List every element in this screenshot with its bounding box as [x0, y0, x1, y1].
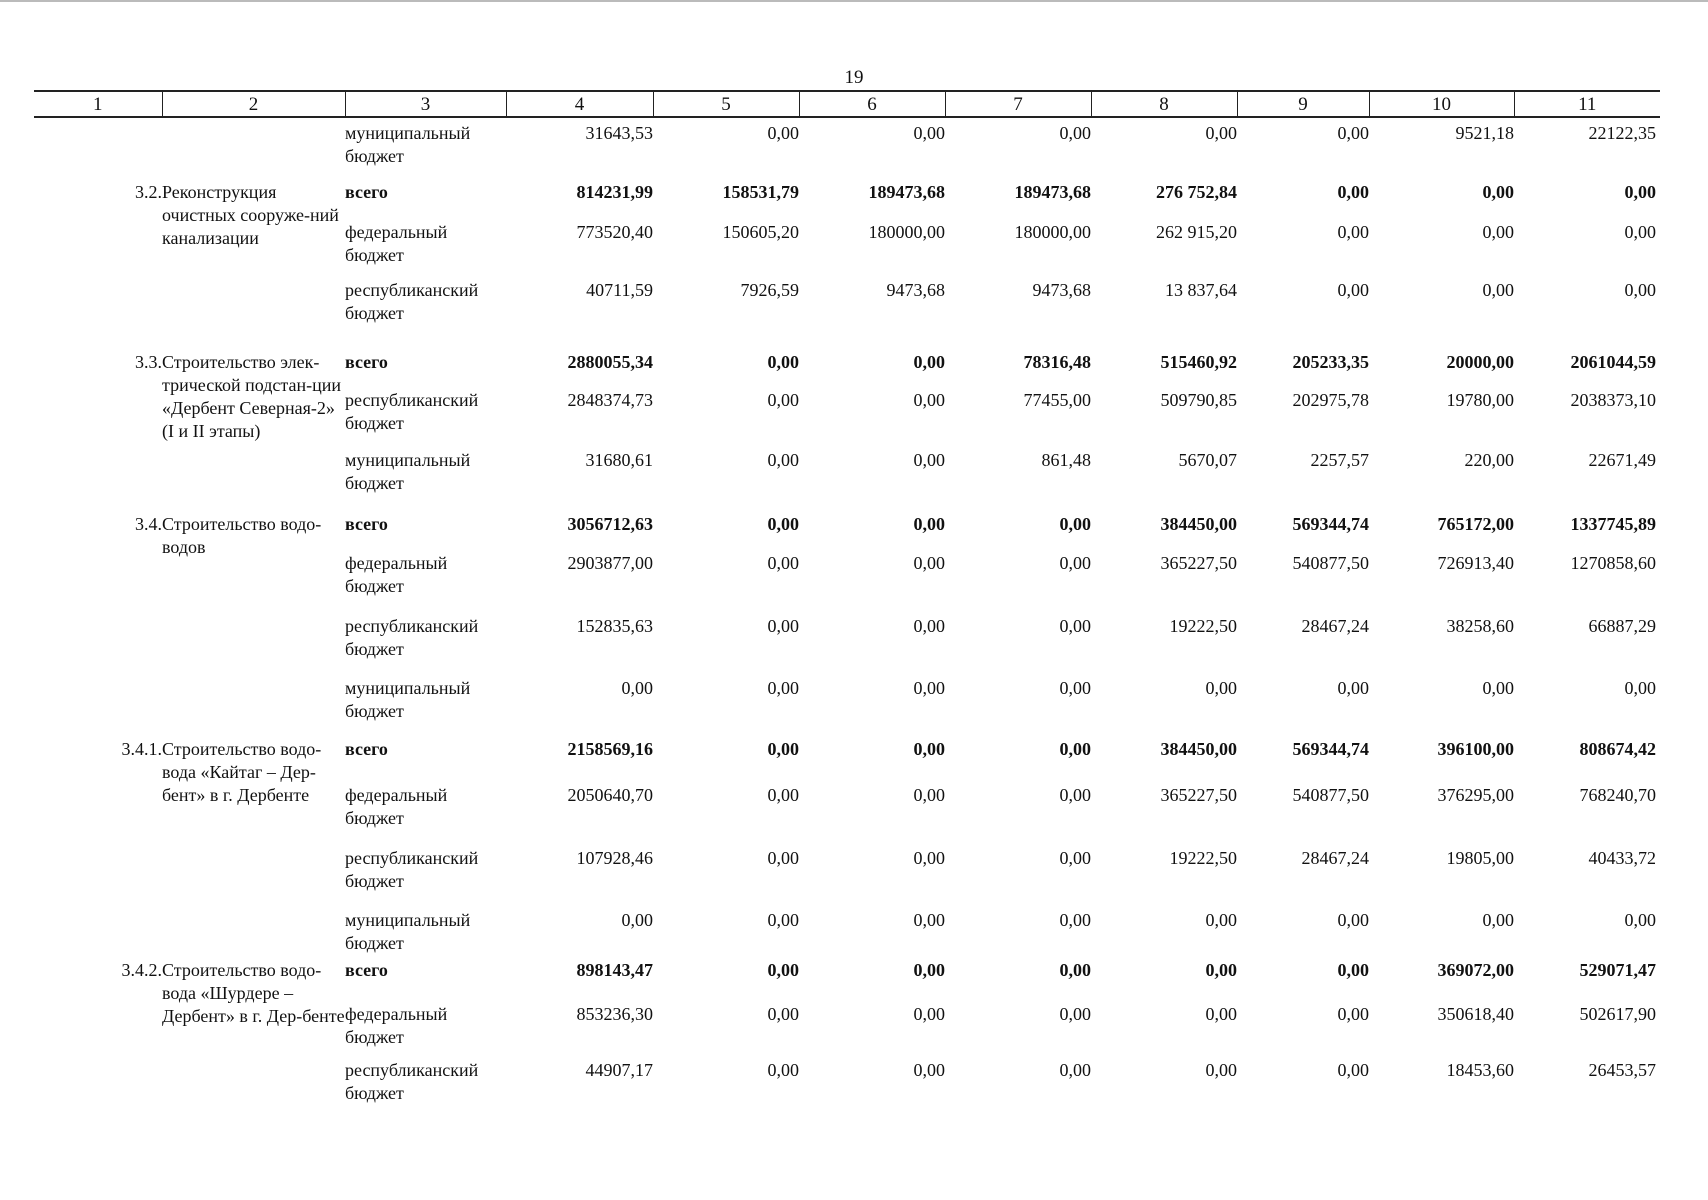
- amount-cell: 1270858,60: [1570, 553, 1656, 573]
- funding-source: республиканский бюджет: [345, 280, 479, 323]
- amount-cell: 0,00: [1337, 123, 1369, 143]
- item-number: 3.4.1.: [121, 739, 162, 759]
- amount-cell: 384450,00: [1160, 739, 1237, 759]
- amount-cell: 0,00: [1059, 1004, 1091, 1024]
- column-number: 5: [653, 91, 799, 117]
- funding-source: всего: [345, 960, 388, 980]
- amount-cell: 814231,99: [576, 182, 653, 202]
- amount-cell: 28467,24: [1301, 848, 1369, 868]
- column-number: 4: [506, 91, 653, 117]
- table-row: [34, 177, 1660, 217]
- amount-cell: 898143,47: [576, 960, 653, 980]
- funding-source: федеральный бюджет: [345, 1004, 448, 1047]
- amount-cell: 22122,35: [1588, 123, 1656, 143]
- amount-cell: 31680,61: [585, 450, 653, 470]
- amount-cell: 2257,57: [1310, 450, 1369, 470]
- amount-cell: 28467,24: [1301, 616, 1369, 636]
- column-number: 7: [945, 91, 1091, 117]
- amount-cell: 40711,59: [586, 280, 653, 300]
- amount-cell: 0,00: [1337, 182, 1369, 202]
- amount-cell: 0,00: [767, 678, 799, 698]
- amount-cell: 0,00: [1205, 123, 1237, 143]
- amount-cell: 9473,68: [1032, 280, 1091, 300]
- funding-source: республиканский бюджет: [345, 848, 479, 891]
- funding-source: муниципальный бюджет: [345, 910, 471, 953]
- amount-cell: 0,00: [1337, 678, 1369, 698]
- amount-cell: 0,00: [1482, 222, 1514, 242]
- amount-cell: 0,00: [767, 123, 799, 143]
- amount-cell: 0,00: [1482, 910, 1514, 930]
- amount-cell: 569344,74: [1292, 514, 1369, 534]
- table-row: [34, 955, 1660, 999]
- amount-cell: 0,00: [1059, 123, 1091, 143]
- table-row: [34, 347, 1660, 385]
- column-number: 8: [1091, 91, 1237, 117]
- amount-cell: 515460,92: [1160, 352, 1237, 372]
- amount-cell: 1337745,89: [1570, 514, 1656, 534]
- amount-cell: 0,00: [767, 450, 799, 470]
- amount-cell: 158531,79: [722, 182, 799, 202]
- table-row: [34, 509, 1660, 548]
- amount-cell: 0,00: [1624, 182, 1656, 202]
- amount-cell: 0,00: [767, 848, 799, 868]
- amount-cell: 0,00: [1337, 280, 1369, 300]
- amount-cell: 0,00: [1205, 910, 1237, 930]
- amount-cell: 0,00: [767, 352, 799, 372]
- funding-source: федеральный бюджет: [345, 553, 448, 596]
- amount-cell: 0,00: [913, 390, 945, 410]
- item-number: 3.2.: [135, 182, 162, 202]
- amount-cell: 0,00: [767, 785, 799, 805]
- amount-cell: 19780,00: [1446, 390, 1514, 410]
- amount-cell: 0,00: [1624, 910, 1656, 930]
- table-row: [34, 117, 1660, 177]
- amount-cell: 0,00: [1337, 910, 1369, 930]
- amount-cell: 2903877,00: [567, 553, 653, 573]
- amount-cell: 0,00: [913, 848, 945, 868]
- amount-cell: 726913,40: [1437, 553, 1514, 573]
- amount-cell: 773520,40: [576, 222, 653, 242]
- item-number: 3.4.2.: [121, 960, 162, 980]
- amount-cell: 0,00: [913, 123, 945, 143]
- amount-cell: 180000,00: [868, 222, 945, 242]
- amount-cell: 0,00: [1059, 848, 1091, 868]
- amount-cell: 276 752,84: [1156, 182, 1237, 202]
- column-number-row: [34, 91, 1660, 117]
- amount-cell: 0,00: [913, 960, 945, 980]
- amount-cell: 0,00: [913, 739, 945, 759]
- amount-cell: 22671,49: [1588, 450, 1656, 470]
- amount-cell: 7926,59: [740, 280, 799, 300]
- amount-cell: 0,00: [913, 910, 945, 930]
- amount-cell: 396100,00: [1437, 739, 1514, 759]
- amount-cell: 150605,20: [722, 222, 799, 242]
- top-edge-rule: [0, 0, 1708, 2]
- amount-cell: 861,48: [1041, 450, 1091, 470]
- amount-cell: 0,00: [1337, 1004, 1369, 1024]
- amount-cell: 0,00: [767, 616, 799, 636]
- funding-source: республиканский бюджет: [345, 1060, 479, 1103]
- funding-source: республиканский бюджет: [345, 616, 479, 659]
- amount-cell: 0,00: [913, 553, 945, 573]
- amount-cell: 0,00: [1059, 785, 1091, 805]
- item-number: 3.3.: [135, 352, 162, 372]
- funding-source: муниципальный бюджет: [345, 123, 471, 166]
- amount-cell: 0,00: [1205, 678, 1237, 698]
- amount-cell: 19222,50: [1169, 616, 1237, 636]
- item-number: 3.4.: [135, 514, 162, 534]
- funding-source: всего: [345, 352, 388, 372]
- amount-cell: 0,00: [913, 1004, 945, 1024]
- amount-cell: 853236,30: [576, 1004, 653, 1024]
- amount-cell: 0,00: [913, 1060, 945, 1080]
- amount-cell: 19222,50: [1169, 848, 1237, 868]
- amount-cell: 768240,70: [1579, 785, 1656, 805]
- amount-cell: 26453,57: [1588, 1060, 1656, 1080]
- amount-cell: 0,00: [1059, 514, 1091, 534]
- amount-cell: 0,00: [1482, 280, 1514, 300]
- item-name: Строительство элек-трической подстан-ции «Дербент Северная-2» (I и II этапы): [162, 352, 342, 441]
- amount-cell: 0,00: [1059, 553, 1091, 573]
- amount-cell: 0,00: [1337, 960, 1369, 980]
- amount-cell: 2848374,73: [567, 390, 653, 410]
- amount-cell: 540877,50: [1292, 785, 1369, 805]
- amount-cell: 0,00: [1482, 182, 1514, 202]
- amount-cell: 0,00: [913, 450, 945, 470]
- amount-cell: 0,00: [1624, 678, 1656, 698]
- amount-cell: 0,00: [913, 785, 945, 805]
- column-number: 3: [345, 91, 506, 117]
- amount-cell: 540877,50: [1292, 553, 1369, 573]
- amount-cell: 44907,17: [585, 1060, 653, 1080]
- amount-cell: 365227,50: [1160, 785, 1237, 805]
- amount-cell: 0,00: [1059, 960, 1091, 980]
- funding-source: всего: [345, 182, 388, 202]
- amount-cell: 152835,63: [576, 616, 653, 636]
- item-name: Строительство водо-водов: [162, 514, 322, 557]
- budget-table-body: [34, 117, 1660, 1111]
- amount-cell: 38258,60: [1446, 616, 1514, 636]
- funding-source: республиканский бюджет: [345, 390, 479, 433]
- page-number: 19: [844, 67, 864, 88]
- amount-cell: 220,00: [1464, 450, 1514, 470]
- amount-cell: 0,00: [767, 910, 799, 930]
- amount-cell: 0,00: [1205, 1060, 1237, 1080]
- column-number: 9: [1237, 91, 1369, 117]
- amount-cell: 0,00: [1624, 280, 1656, 300]
- amount-cell: 0,00: [767, 1004, 799, 1024]
- amount-cell: 13 837,64: [1165, 280, 1237, 300]
- amount-cell: 0,00: [913, 678, 945, 698]
- budget-table-wrap: [34, 90, 1660, 1111]
- amount-cell: 0,00: [767, 1060, 799, 1080]
- amount-cell: 189473,68: [868, 182, 945, 202]
- amount-cell: 0,00: [1059, 739, 1091, 759]
- amount-cell: 0,00: [913, 616, 945, 636]
- item-name: [162, 117, 345, 177]
- amount-cell: 765172,00: [1437, 514, 1514, 534]
- amount-cell: 0,00: [767, 514, 799, 534]
- amount-cell: 0,00: [767, 960, 799, 980]
- funding-source: муниципальный бюджет: [345, 450, 471, 493]
- amount-cell: 502617,90: [1579, 1004, 1656, 1024]
- item-name: Строительство водо-вода «Кайтаг – Дер-бент» в г. Дербенте: [162, 739, 322, 805]
- column-number: 2: [162, 91, 345, 117]
- funding-source: муниципальный бюджет: [345, 678, 471, 721]
- funding-source: федеральный бюджет: [345, 785, 448, 828]
- amount-cell: 0,00: [621, 678, 653, 698]
- amount-cell: 0,00: [621, 910, 653, 930]
- item-name: Строительство водо-вода «Шурдере – Дербент» в г. Дер-бенте: [162, 960, 345, 1026]
- amount-cell: 0,00: [767, 739, 799, 759]
- amount-cell: 369072,00: [1437, 960, 1514, 980]
- amount-cell: 0,00: [1059, 616, 1091, 636]
- amount-cell: 0,00: [1205, 1004, 1237, 1024]
- amount-cell: 66887,29: [1588, 616, 1656, 636]
- amount-cell: 31643,53: [585, 123, 653, 143]
- amount-cell: 5670,07: [1178, 450, 1237, 470]
- table-row: [34, 734, 1660, 780]
- amount-cell: 2038373,10: [1570, 390, 1656, 410]
- amount-cell: 384450,00: [1160, 514, 1237, 534]
- amount-cell: 0,00: [1337, 1060, 1369, 1080]
- funding-source: федеральный бюджет: [345, 222, 448, 265]
- funding-source: всего: [345, 739, 388, 759]
- amount-cell: 0,00: [1059, 1060, 1091, 1080]
- amount-cell: 107928,46: [576, 848, 653, 868]
- amount-cell: 19805,00: [1446, 848, 1514, 868]
- amount-cell: 350618,40: [1437, 1004, 1514, 1024]
- item-number: [34, 117, 162, 177]
- amount-cell: 0,00: [767, 390, 799, 410]
- amount-cell: 2061044,59: [1570, 352, 1656, 372]
- amount-cell: 202975,78: [1292, 390, 1369, 410]
- amount-cell: 569344,74: [1292, 739, 1369, 759]
- amount-cell: 0,00: [1337, 222, 1369, 242]
- column-number: 6: [799, 91, 945, 117]
- amount-cell: 2880055,34: [567, 352, 653, 372]
- amount-cell: 376295,00: [1437, 785, 1514, 805]
- column-number: 10: [1369, 91, 1514, 117]
- amount-cell: 78316,48: [1023, 352, 1091, 372]
- amount-cell: 77455,00: [1023, 390, 1091, 410]
- amount-cell: 0,00: [767, 553, 799, 573]
- amount-cell: 0,00: [1205, 960, 1237, 980]
- amount-cell: 0,00: [1059, 678, 1091, 698]
- amount-cell: 2158569,16: [567, 739, 653, 759]
- column-number: 1: [34, 91, 162, 117]
- amount-cell: 40433,72: [1588, 848, 1656, 868]
- amount-cell: 509790,85: [1160, 390, 1237, 410]
- amount-cell: 2050640,70: [567, 785, 653, 805]
- amount-cell: 189473,68: [1014, 182, 1091, 202]
- amount-cell: 808674,42: [1579, 739, 1656, 759]
- funding-source: всего: [345, 514, 388, 534]
- amount-cell: 180000,00: [1014, 222, 1091, 242]
- amount-cell: 9521,18: [1455, 123, 1514, 143]
- column-number-header: [34, 91, 1660, 117]
- column-number: 11: [1514, 91, 1660, 117]
- amount-cell: 365227,50: [1160, 553, 1237, 573]
- amount-cell: 9473,68: [886, 280, 945, 300]
- amount-cell: 3056712,63: [567, 514, 653, 534]
- amount-cell: 0,00: [913, 352, 945, 372]
- amount-cell: 262 915,20: [1156, 222, 1237, 242]
- amount-cell: 205233,35: [1292, 352, 1369, 372]
- amount-cell: 0,00: [913, 514, 945, 534]
- amount-cell: 20000,00: [1446, 352, 1514, 372]
- amount-cell: 18453,60: [1446, 1060, 1514, 1080]
- amount-cell: 0,00: [1482, 678, 1514, 698]
- item-name: Реконструкция очистных сооруже-ний канализации: [162, 182, 339, 248]
- budget-table: [34, 90, 1660, 1111]
- amount-cell: 529071,47: [1579, 960, 1656, 980]
- amount-cell: 0,00: [1059, 910, 1091, 930]
- amount-cell: 0,00: [1624, 222, 1656, 242]
